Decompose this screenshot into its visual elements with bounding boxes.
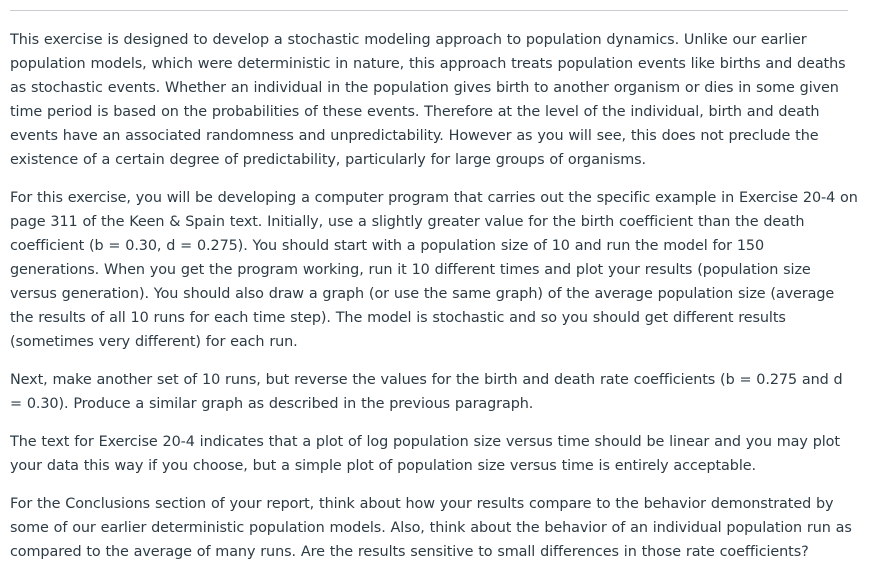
assignment-description (10, 28, 858, 578)
paragraph-program-instructions: For this exercise, you will be developing a computer program that carries out the specific example in Exercise 20-4 on page 311 of the Keen & Spain text. Initially, use a slightly greater value for the birth coefficient than the death coefficient (b = 0.30, d = 0.275). You should start with a population size of 10 and run the model for 150 generations. When you get the program working, run it 10 different times and plot your results (population size versus generation). You should also draw a graph (or use the same graph) of the average population size (average the results of all 10 runs for each time step). The model is stochastic and so you should get different results (sometimes very different) for each run. (10, 190, 858, 350)
top-divider (10, 10, 848, 11)
paragraph-second-run-set: Next, make another set of 10 runs, but reverse the values for the birth and death rate coefficients (b = 0.275 and d = 0.30). Produce a similar graph as described in the previous paragraph. (10, 372, 843, 412)
paragraph-conclusions: For the Conclusions section of your report, think about how your results compare to the behavior demonstrated by some of our earlier deterministic population models. Also, think about the behavior of an individual population run as compared to the average of many runs. Are the results sensitive to small differences in those rate coefficients? (10, 496, 852, 560)
paragraph-intro: This exercise is designed to develop a stochastic modeling approach to population dynamics. Unlike our earlier population models, which were deterministic in nature, this approach treats population events like births and deaths as stochastic events. Whether an individual in the population gives birth to another organism or dies in some given time period is based on the probabilities of these events. Therefore at the level of the individual, birth and death events have an associated randomness and unpredictability. However as you will see, this does not preclude the existence of a certain degree of predictability, particularly for large groups of organisms. (10, 32, 846, 168)
paragraph-log-plot-note: The text for Exercise 20-4 indicates that a plot of log population size versus time should be linear and you may plot your data this way if you choose, but a simple plot of population size versus time is entirely acceptable. (10, 434, 840, 474)
